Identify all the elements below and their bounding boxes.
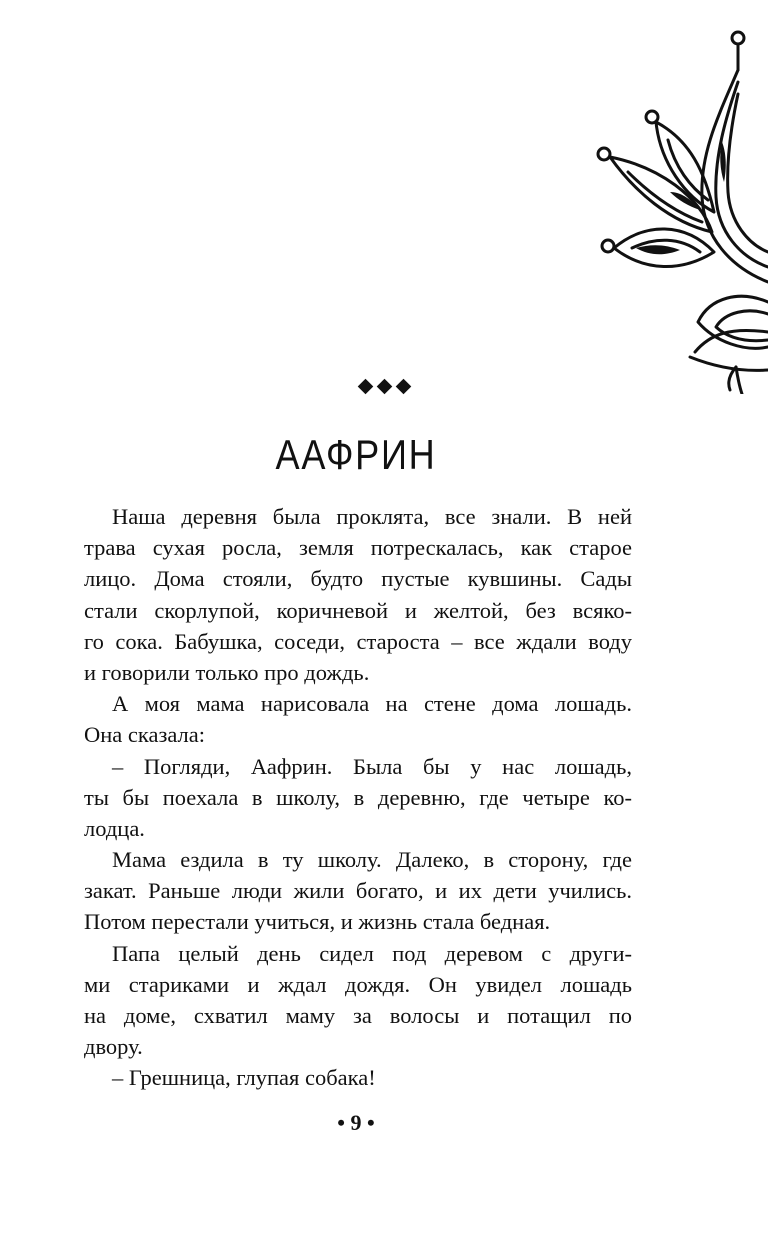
text-line: стали скорлупой, коричневой и желтой, без всяко- bbox=[84, 597, 632, 623]
text-line: и говорили только про дождь. bbox=[84, 659, 370, 685]
diamond-icon bbox=[357, 379, 373, 395]
chapter-title: ААФРИН bbox=[275, 431, 437, 478]
text-line: Мама ездила в ту школу. Далеко, в сторону, где bbox=[112, 847, 632, 873]
lotus-ornament-icon bbox=[590, 22, 768, 394]
text-line: го сока. Бабушка, соседи, староста – все ждали воду bbox=[84, 628, 632, 654]
diamond-icon bbox=[376, 379, 392, 395]
text-line: трава сухая росла, земля потрескалась, как старое bbox=[84, 535, 632, 561]
text-line: А моя мама нарисовала на стене дома лошадь. bbox=[112, 691, 632, 717]
text-line: Потом перестали учиться, и жизнь стала бедная. bbox=[84, 909, 551, 935]
text-line: на доме, схватил маму за волосы и потащил по bbox=[84, 1003, 632, 1028]
text-line: Она сказала: bbox=[84, 722, 206, 748]
text-line: закат. Раньше люди жили богато, и их дети учились. bbox=[84, 878, 632, 904]
section-divider bbox=[0, 378, 768, 400]
diamond-icon bbox=[395, 379, 411, 395]
page-number: • 9 • bbox=[337, 1110, 375, 1135]
text-line: – Погляди, Аафрин. Была бы у нас лошадь, bbox=[112, 753, 632, 779]
body-text bbox=[84, 501, 632, 1094]
text-line: двору. bbox=[84, 1034, 143, 1060]
text-line: ми стариками и ждал дождя. Он увидел лошадь bbox=[84, 971, 632, 997]
text-line: лодца. bbox=[84, 815, 145, 841]
text-line: лицо. Дома стояли, будто пустые кувшины. Сады bbox=[84, 566, 632, 592]
text-line: Наша деревня была проклята, все знали. В ней bbox=[112, 504, 632, 529]
text-line: ты бы поехала в школу, в деревню, где четыре ко- bbox=[84, 784, 632, 810]
text-line: – Грешница, глупая собака! bbox=[112, 1065, 376, 1091]
text-line: Папа целый день сидел под деревом с други- bbox=[112, 940, 632, 966]
